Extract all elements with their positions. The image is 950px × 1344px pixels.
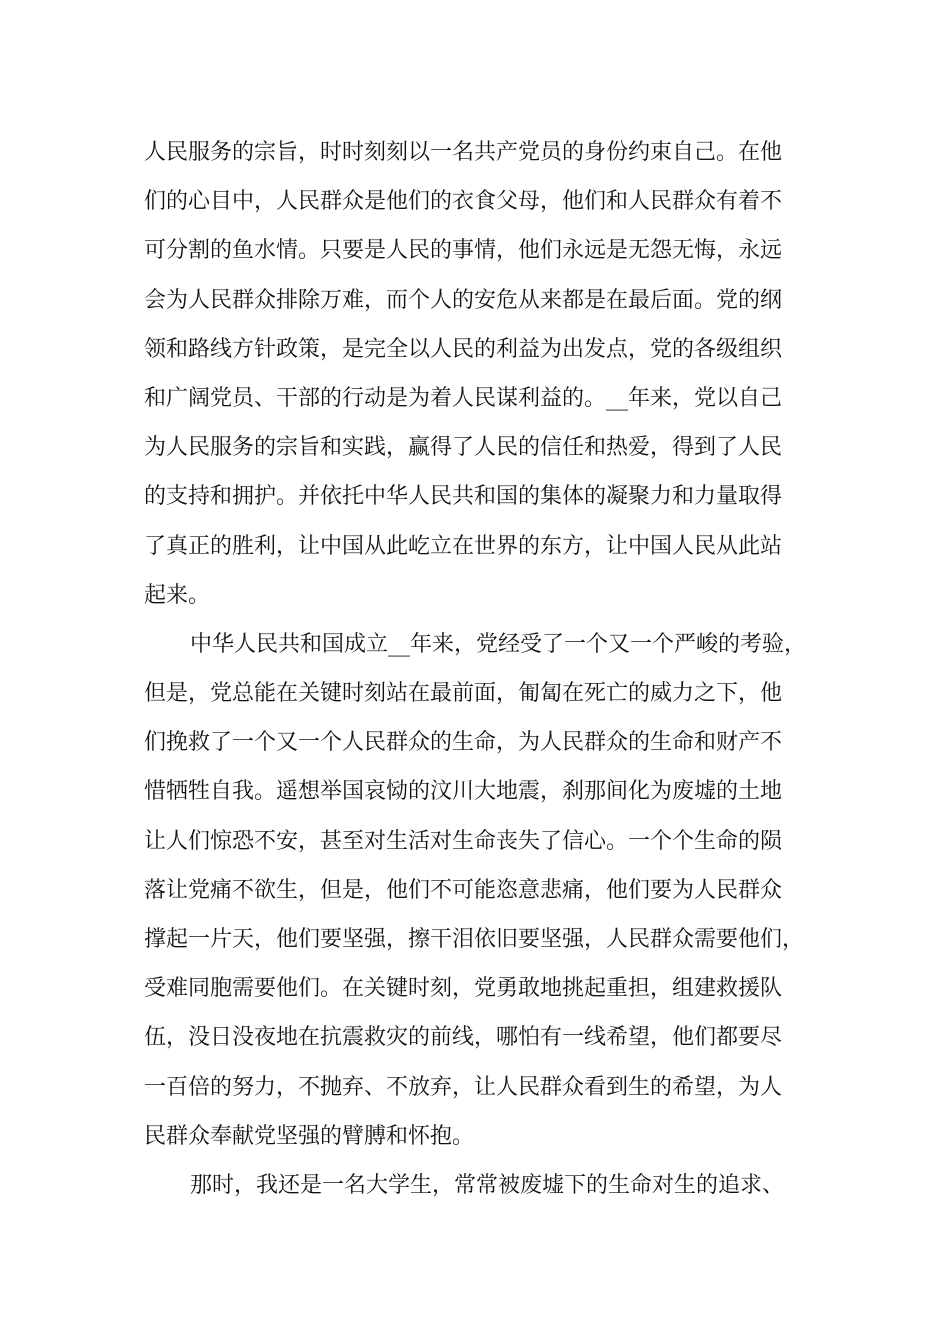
text-line: 为人民服务的宗旨和实践，赢得了人民的信任和热爱，得到了人民 — [144, 435, 783, 461]
text-line: 们的心目中，人民群众是他们的衣食父母，他们和人民群众有着不 — [144, 189, 783, 215]
text-line: 撑起一片天，他们要坚强，擦干泪依旧要坚强，人民群众需要他们， — [144, 927, 805, 952]
text-line: 了真正的胜利，让中国从此屹立在世界的东方，让中国人民从此站 — [144, 533, 783, 559]
text-line: 一百倍的努力，不抛弃、不放弃，让人民群众看到生的希望，为人 — [144, 1074, 783, 1100]
text-line: 那时，我还是一名大学生，常常被废墟下的生命对生的追求、 — [190, 1172, 785, 1198]
text-line: 中华人民共和国成立__年来，党经受了一个又一个严峻的考验， — [190, 631, 807, 657]
text-line: 可分割的鱼水情。只要是人民的事情，他们永远是无怨无悔，永远 — [144, 238, 783, 264]
text-line: 受难同胞需要他们。在关键时刻，党勇敢地挑起重担，组建救援队 — [144, 976, 783, 1002]
text-line: 伍，没日没夜地在抗震救灾的前线，哪怕有一线希望，他们都要尽 — [144, 1025, 783, 1051]
text-line: 们挽救了一个又一个人民群众的生命，为人民群众的生命和财产不 — [144, 730, 783, 756]
text-line: 会为人民群众排除万难，而个人的安危从来都是在最后面。党的纲 — [144, 287, 783, 313]
text-line: 让人们惊恐不安，甚至对生活对生命丧失了信心。一个个生命的陨 — [144, 828, 783, 854]
text-line: 人民服务的宗旨，时时刻刻以一名共产党员的身份约束自己。在他 — [144, 140, 783, 165]
text-line: 落让党痛不欲生，但是，他们不可能恣意悲痛，他们要为人民群众 — [144, 877, 783, 903]
text-line: 但是，党总能在关键时刻站在最前面，匍匐在死亡的威力之下，他 — [144, 681, 783, 707]
paragraph-3 — [144, 1161, 824, 1210]
text-line: 惜牺牲自我。遥想举国哀恸的汶川大地震，刹那间化为废墟的土地 — [144, 779, 783, 805]
text-line: 领和路线方针政策，是完全以人民的利益为出发点，党的各级组织 — [144, 336, 783, 362]
document-body — [144, 128, 824, 1210]
text-line: 民群众奉献党坚强的臂膊和怀抱。 — [144, 1123, 475, 1149]
text-line: 起来。 — [144, 582, 211, 608]
paragraph-2 — [144, 620, 824, 1161]
text-line: 和广阔党员、干部的行动是为着人民谋利益的。__年来，党以自己 — [144, 385, 783, 411]
text-line: 的支持和拥护。并依托中华人民共和国的集体的凝聚力和力量取得 — [144, 484, 783, 510]
paragraph-1 — [144, 128, 824, 620]
